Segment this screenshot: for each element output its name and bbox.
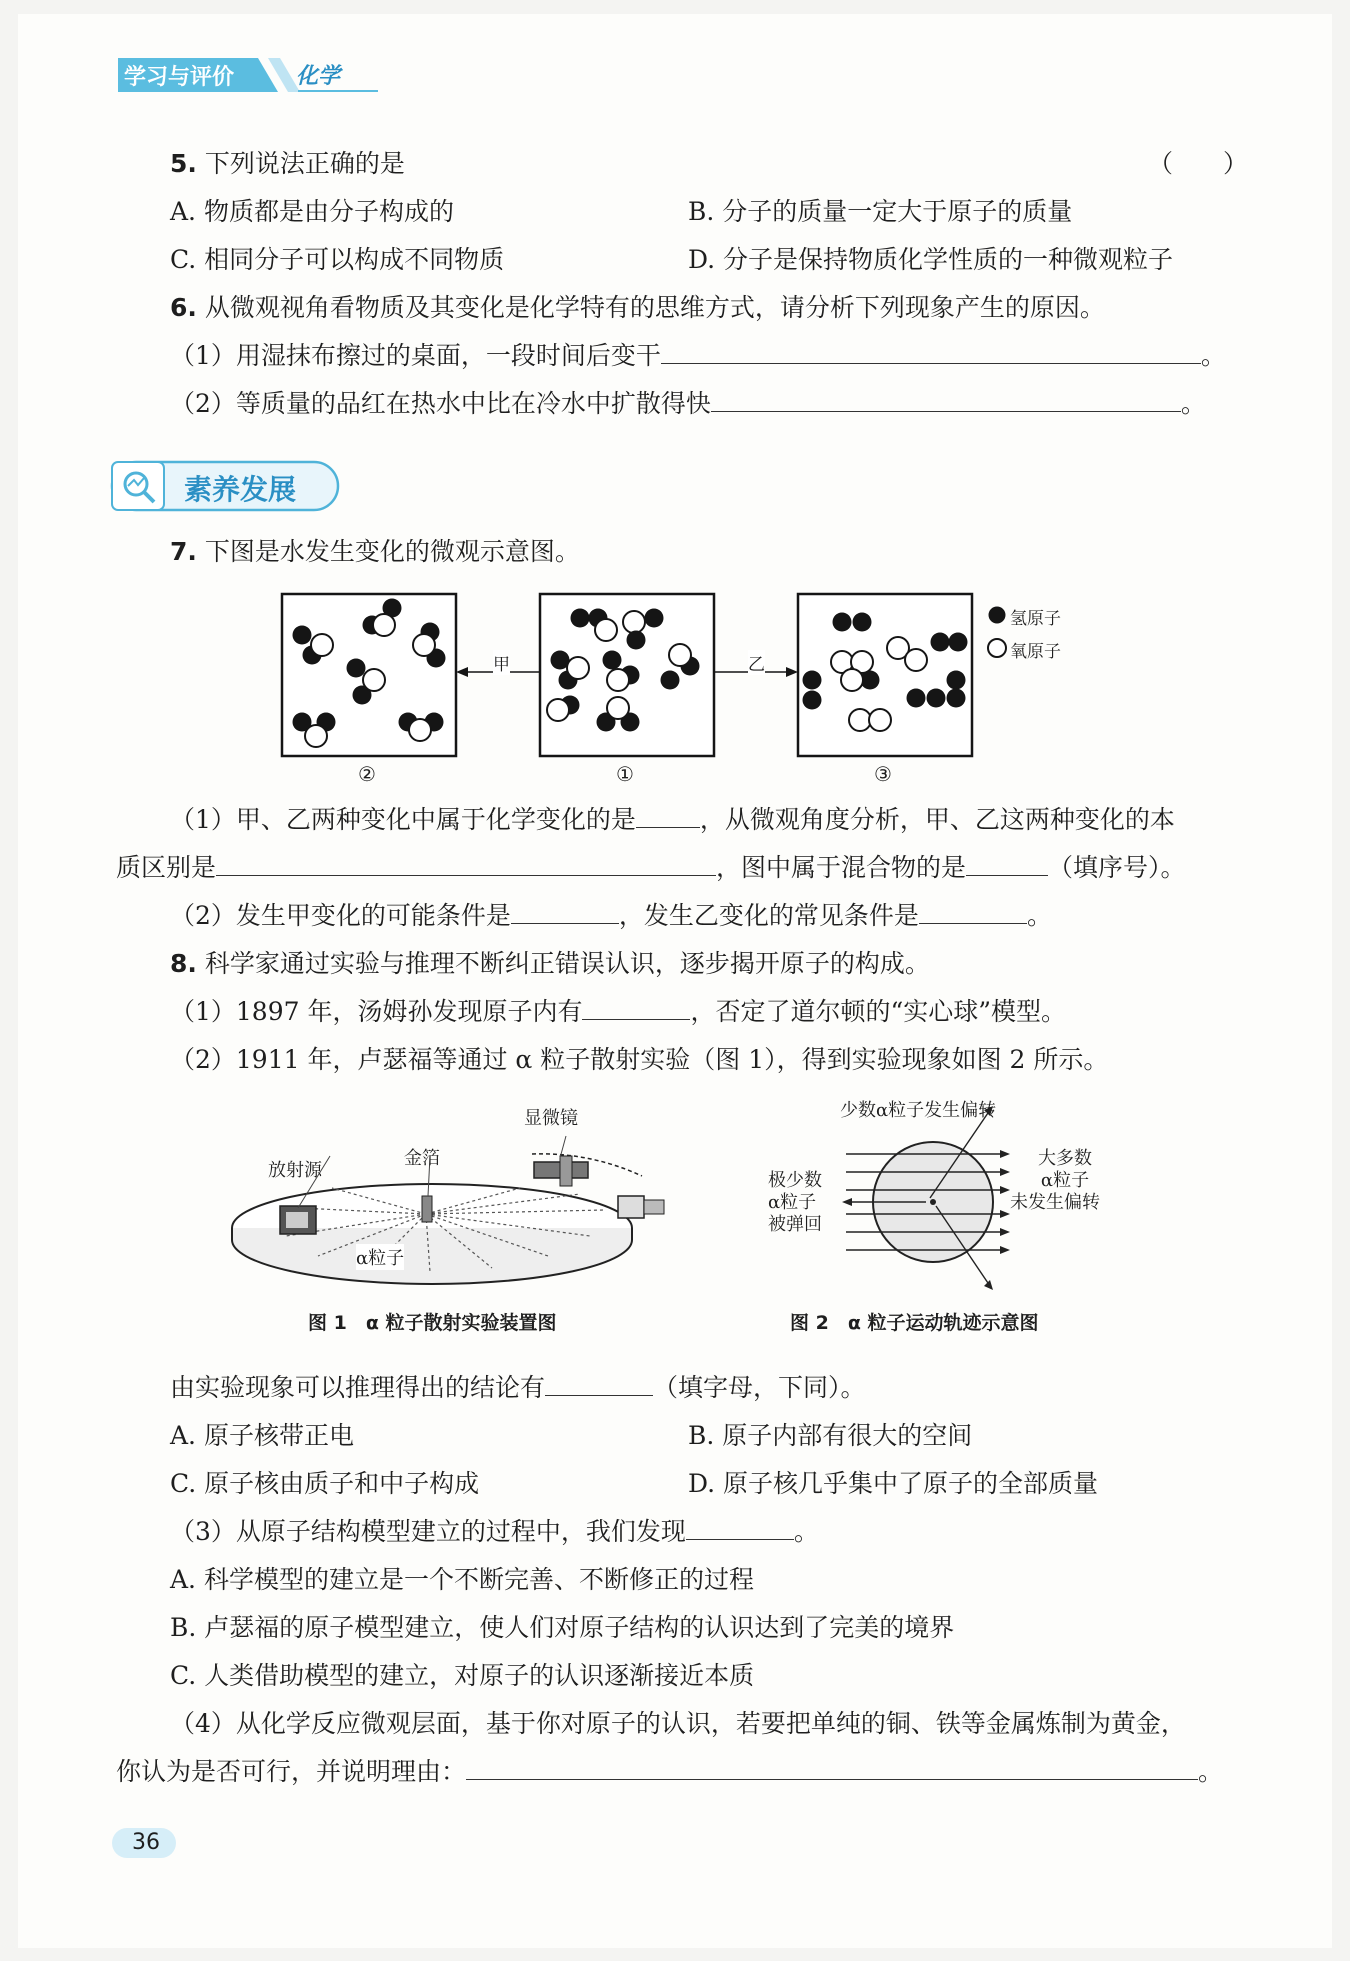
- q8-option2-d[interactable]: D. 原子核几乎集中了原子的全部质量: [688, 1469, 1099, 1498]
- q7-sub1-c: 质区别是: [116, 853, 217, 882]
- q7-sub2-b: ，发生乙变化的常见条件是: [618, 901, 919, 930]
- q8-conclusion-a: 由实验现象可以推理得出的结论有: [170, 1373, 546, 1402]
- fig2-left-3: 被弹回: [768, 1214, 822, 1235]
- q7-blank-difference[interactable]: [216, 853, 716, 876]
- fig2-right-1: 大多数: [1038, 1148, 1092, 1169]
- q8-sub2: （2）1911 年，卢瑟福等通过 α 粒子散射实验（图 1），得到实验现象如图 2 所示。: [170, 1045, 1109, 1074]
- q7-sub1-e: （填序号）。: [1048, 853, 1186, 882]
- q7-sub1-line1: [170, 804, 1175, 836]
- arrow-yi-label: 乙: [748, 650, 765, 675]
- q5-stem: 下列说法正确的是: [204, 149, 405, 178]
- q8-sub4-line1: （4）从化学反应微观层面，基于你对原子的认识，若要把单纯的铜、铁等金属炼制为黄金，: [170, 1709, 1186, 1738]
- q8-option2-c[interactable]: C. 原子核由质子和中子构成: [170, 1469, 480, 1498]
- fig2-atom: [842, 1106, 1010, 1290]
- q7-stem: 下图是水发生变化的微观示意图。: [204, 537, 580, 566]
- q7-blank-jia-condition[interactable]: [511, 901, 619, 924]
- header-series: 学习与评价: [124, 65, 235, 90]
- q6-sub2-end: 。: [1180, 389, 1206, 418]
- q8-option3-b[interactable]: B. 卢瑟福的原子模型建立，使人们对原子结构的认识达到了完美的境界: [170, 1613, 955, 1642]
- q5-number: 5.: [170, 149, 197, 178]
- q8-sub1-a: （1）1897 年，汤姆孙发现原子内有: [170, 997, 583, 1026]
- q6-stem-line: [170, 292, 1105, 324]
- q8-stem-line: [170, 948, 930, 980]
- fig2-left-1: 极少数: [768, 1170, 822, 1191]
- q6-sub1-end: 。: [1200, 341, 1226, 370]
- q8-sub1: [170, 996, 1066, 1028]
- q6-number: 6.: [170, 293, 197, 322]
- box-3: [798, 594, 972, 756]
- q8-sub3: [170, 1516, 819, 1548]
- legend-h-icon: [989, 607, 1006, 624]
- legend-h-label: 氢原子: [1010, 609, 1061, 629]
- fig1-source-label: 放射源: [268, 1160, 322, 1181]
- water-change-diagram: [0, 580, 1350, 800]
- fig2-top-label: 少数α粒子发生偏转: [840, 1100, 997, 1121]
- q8-blank-reason[interactable]: [466, 1757, 1198, 1780]
- fig1-caption-num: 图 1: [308, 1312, 347, 1334]
- q8-option3-c[interactable]: C. 人类借助模型的建立，对原子的认识逐渐接近本质: [170, 1661, 755, 1690]
- fig2-right-3: 未发生偏转: [1010, 1192, 1100, 1213]
- legend-o-icon: [988, 639, 1006, 657]
- fig2-left-2: α粒子: [768, 1192, 817, 1213]
- q6-sub2: [170, 388, 1206, 420]
- legend-o-label: 氧原子: [1010, 642, 1061, 662]
- q8-sub4-c: 。: [1198, 1757, 1224, 1786]
- q8-option3-a[interactable]: A. 科学模型的建立是一个不断完善、不断修正的过程: [170, 1565, 754, 1594]
- fig2-left-label: [768, 1170, 822, 1236]
- q6-sub1: [170, 340, 1226, 372]
- q8-sub3-b: 。: [793, 1517, 819, 1546]
- q8-sub4-line2: [116, 1756, 1223, 1788]
- q7-sub2-a: （2）发生甲变化的可能条件是: [170, 901, 511, 930]
- fig1-particle-label: α粒子: [356, 1244, 404, 1270]
- q8-stem: 科学家通过实验与推理不断纠正错误认识，逐步揭开原子的构成。: [204, 949, 930, 978]
- fig2-right-label: [1010, 1148, 1100, 1214]
- fig2-caption: [790, 1308, 1039, 1335]
- q5-option-b[interactable]: B. 分子的质量一定大于原子的质量: [688, 197, 1073, 226]
- q8-blank-thomson[interactable]: [582, 997, 690, 1020]
- q5-option-d[interactable]: D. 分子是保持物质化学性质的一种微观粒子: [688, 245, 1174, 274]
- q7-sub1-line2: [116, 852, 1186, 884]
- q8-conclusion-b: （填字母，下同）。: [653, 1373, 866, 1402]
- fig1-microscope-label: 显微镜: [524, 1108, 578, 1129]
- arrow-jia-label: 甲: [493, 650, 510, 675]
- q6-stem: 从微观视角看物质及其变化是化学特有的思维方式，请分析下列现象产生的原因。: [204, 293, 1105, 322]
- q8-number: 8.: [170, 949, 197, 978]
- box-3-label: ③: [874, 762, 892, 786]
- q7-stem-line: [170, 536, 580, 568]
- q7-sub2-line: [170, 900, 1052, 932]
- q5-option-c[interactable]: C. 相同分子可以构成不同物质: [170, 245, 505, 274]
- header-subject: 化学: [296, 63, 341, 89]
- q7-sub1-d: ，图中属于混合物的是: [716, 853, 967, 882]
- fig2-right-2: α粒子: [1040, 1170, 1090, 1191]
- magnifier-chart-icon: [110, 458, 164, 514]
- scattering-figures: [0, 1096, 1350, 1316]
- fig2-caption-text: α 粒子运动轨迹示意图: [847, 1312, 1039, 1334]
- q6-sub2-blank[interactable]: [711, 389, 1181, 412]
- q5-stem-line: [170, 148, 405, 180]
- q8-option2-b[interactable]: B. 原子内部有很大的空间: [688, 1421, 973, 1450]
- q6-sub1-text: （1）用湿抹布擦过的桌面，一段时间后变干: [170, 341, 661, 370]
- q7-blank-mixture[interactable]: [966, 853, 1048, 876]
- q8-sub1-b: ，否定了道尔顿的“实心球”模型。: [690, 997, 1067, 1026]
- q6-sub2-text: （2）等质量的品红在热水中比在冷水中扩散得快: [170, 389, 711, 418]
- q6-sub1-blank[interactable]: [661, 341, 1201, 364]
- q8-option2-a[interactable]: A. 原子核带正电: [170, 1421, 354, 1450]
- section-title: 素养发展: [184, 473, 297, 506]
- q7-number: 7.: [170, 537, 197, 566]
- q7-blank-yi-condition[interactable]: [919, 901, 1027, 924]
- q5-answer-paren[interactable]: （ ）: [1148, 149, 1249, 178]
- fig1-caption-text: α 粒子散射实验装置图: [365, 1312, 557, 1334]
- q7-sub2-c: 。: [1026, 901, 1052, 930]
- q7-sub1-a: （1）甲、乙两种变化中属于化学变化的是: [170, 805, 636, 834]
- q8-blank-model[interactable]: [686, 1517, 794, 1540]
- fig1-foil-label: 金箔: [404, 1148, 440, 1169]
- q8-sub3-a: （3）从原子结构模型建立的过程中，我们发现: [170, 1517, 686, 1546]
- page-number: 36: [132, 1830, 160, 1855]
- q7-blank-chemical-change[interactable]: [636, 805, 700, 828]
- q8-sub4-b: 你认为是否可行，并说明理由：: [116, 1757, 467, 1786]
- box-1-label: ①: [616, 762, 634, 786]
- fig2-caption-num: 图 2: [790, 1312, 829, 1334]
- q7-sub1-b: ，从微观角度分析，甲、乙这两种变化的本: [699, 805, 1175, 834]
- fig1-caption: [308, 1308, 557, 1335]
- box-2-label: ②: [358, 762, 376, 786]
- q8-conclusion: [170, 1372, 866, 1404]
- q8-blank-conclusion[interactable]: [545, 1373, 653, 1396]
- q5-option-a[interactable]: A. 物质都是由分子构成的: [170, 197, 454, 226]
